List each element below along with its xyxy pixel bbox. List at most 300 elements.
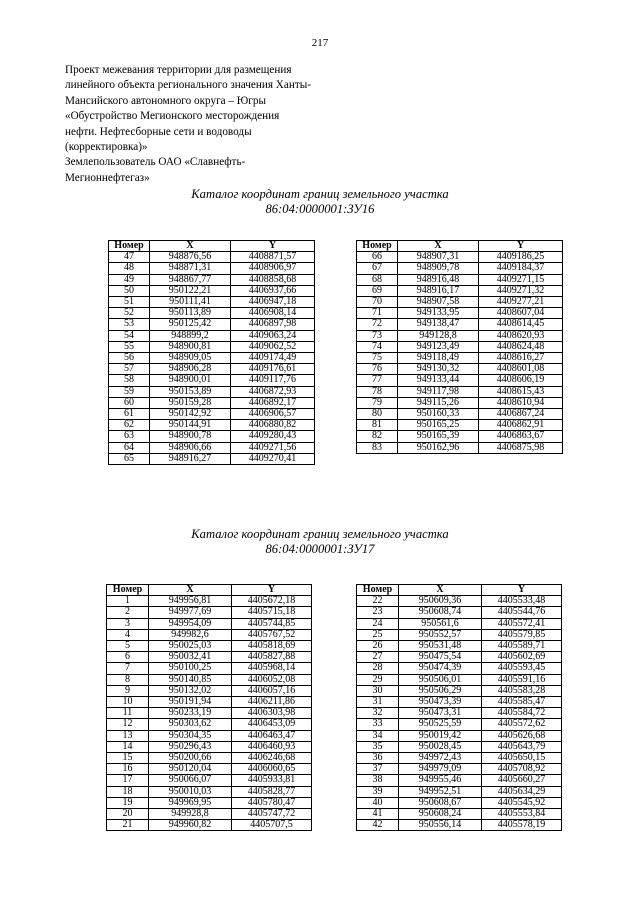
- y-coordinate-cell: 4408906,97: [231, 263, 315, 274]
- table-header-row: [107, 585, 312, 596]
- y-coordinate-cell: 4405579,85: [482, 629, 562, 640]
- x-coordinate-cell: 948900,81: [150, 341, 231, 352]
- x-coordinate-cell: 949982,6: [149, 629, 232, 640]
- table-row: [357, 820, 562, 831]
- y-coordinate-cell: 4406937,66: [231, 285, 315, 296]
- x-coordinate-cell: 950165,25: [398, 420, 479, 431]
- y-coordinate-cell: 4406906,57: [231, 409, 315, 420]
- point-number-cell: 68: [357, 274, 398, 285]
- point-number-cell: 48: [109, 263, 150, 274]
- table-row: [107, 708, 312, 719]
- table-row: [109, 353, 315, 364]
- x-coordinate-cell: 950531,48: [399, 641, 482, 652]
- table-row: [357, 353, 563, 364]
- x-coordinate-cell: 948907,31: [398, 252, 479, 263]
- x-coordinate-cell: 950140,85: [149, 674, 232, 685]
- table-row: [109, 263, 315, 274]
- x-coordinate-cell: 950122,21: [150, 285, 231, 296]
- project-line: Мансийского автономного округа – Югры: [65, 94, 267, 107]
- table-row: [107, 741, 312, 752]
- point-number-cell: 42: [357, 820, 399, 831]
- y-coordinate-cell: 4409280,43: [231, 431, 315, 442]
- point-number-cell: 51: [109, 297, 150, 308]
- point-number-cell: 24: [357, 618, 399, 629]
- x-coordinate-cell: 948906,66: [150, 442, 231, 453]
- point-number-cell: 60: [109, 397, 150, 408]
- table-row: [357, 708, 562, 719]
- table-row: [357, 442, 563, 453]
- table-row: [107, 719, 312, 730]
- point-number-cell: 76: [357, 364, 398, 375]
- y-coordinate-cell: 4405643,79: [482, 741, 562, 752]
- x-coordinate-cell: 950132,02: [149, 685, 232, 696]
- point-number-cell: 40: [357, 797, 399, 808]
- table-row: [109, 375, 315, 386]
- point-number-cell: 23: [357, 607, 399, 618]
- x-coordinate-cell: 950162,96: [398, 442, 479, 453]
- x-coordinate-cell: 950144,91: [150, 420, 231, 431]
- point-number-cell: 27: [357, 652, 399, 663]
- table-row: [357, 420, 563, 431]
- table-row: [357, 641, 562, 652]
- header-number: Номер: [357, 241, 398, 252]
- y-coordinate-cell: 4406303,98: [232, 708, 312, 719]
- point-number-cell: 11: [107, 708, 149, 719]
- x-coordinate-cell: 949118,49: [398, 353, 479, 364]
- x-coordinate-cell: 949960,82: [149, 820, 232, 831]
- table-row: [109, 409, 315, 420]
- y-coordinate-cell: 4405767,52: [232, 629, 312, 640]
- point-number-cell: 57: [109, 364, 150, 375]
- x-coordinate-cell: 949130,32: [398, 364, 479, 375]
- point-number-cell: 8: [107, 674, 149, 685]
- y-coordinate-cell: 4406947,18: [231, 297, 315, 308]
- y-coordinate-cell: 4409062,52: [231, 341, 315, 352]
- table-row: [357, 629, 562, 640]
- y-coordinate-cell: 4405634,29: [482, 786, 562, 797]
- project-line: линейного объекта регионального значения Ханты-: [65, 79, 311, 92]
- point-number-cell: 73: [357, 330, 398, 341]
- point-number-cell: 1: [107, 596, 149, 607]
- y-coordinate-cell: 4406875,98: [479, 442, 563, 453]
- project-line: (корректировка)»: [65, 141, 148, 154]
- y-coordinate-cell: 4405553,84: [482, 809, 562, 820]
- point-number-cell: 66: [357, 252, 398, 263]
- x-coordinate-cell: 949115,26: [398, 397, 479, 408]
- table-row: [357, 607, 562, 618]
- table-row: [107, 764, 312, 775]
- x-coordinate-cell: 950100,25: [149, 663, 232, 674]
- table-row: [107, 652, 312, 663]
- point-number-cell: 55: [109, 341, 150, 352]
- point-number-cell: 79: [357, 397, 398, 408]
- header-y: Y: [479, 241, 563, 252]
- table-row: [357, 431, 563, 442]
- table-row: [357, 764, 562, 775]
- header-x: X: [149, 585, 232, 596]
- point-number-cell: 15: [107, 753, 149, 764]
- table-row: [107, 797, 312, 808]
- table-row: [357, 319, 563, 330]
- y-coordinate-cell: 4408615,43: [479, 386, 563, 397]
- y-coordinate-cell: 4406872,93: [231, 386, 315, 397]
- table-row: [357, 775, 562, 786]
- point-number-cell: 49: [109, 274, 150, 285]
- y-coordinate-cell: 4405583,28: [482, 685, 562, 696]
- table-row: [357, 663, 562, 674]
- y-coordinate-cell: 4405572,62: [482, 719, 562, 730]
- x-coordinate-cell: 949138,47: [398, 319, 479, 330]
- y-coordinate-cell: 4408614,45: [479, 319, 563, 330]
- x-coordinate-cell: 950525,59: [399, 719, 482, 730]
- y-coordinate-cell: 4408616,27: [479, 353, 563, 364]
- x-coordinate-cell: 950159,28: [150, 397, 231, 408]
- y-coordinate-cell: 4409277,21: [479, 297, 563, 308]
- y-coordinate-cell: 4408624,48: [479, 341, 563, 352]
- table-row: [357, 685, 562, 696]
- y-coordinate-cell: 4405591,16: [482, 674, 562, 685]
- y-coordinate-cell: 4405572,41: [482, 618, 562, 629]
- x-coordinate-cell: 950556,14: [399, 820, 482, 831]
- table-row: [109, 252, 315, 263]
- y-coordinate-cell: 4408858,68: [231, 274, 315, 285]
- y-coordinate-cell: 4405933,81: [232, 775, 312, 786]
- y-coordinate-cell: 4409186,25: [479, 252, 563, 263]
- table-row: [357, 719, 562, 730]
- y-coordinate-cell: 4405780,47: [232, 797, 312, 808]
- y-coordinate-cell: 4405660,27: [482, 775, 562, 786]
- x-coordinate-cell: 948867,77: [150, 274, 231, 285]
- table-row: [357, 652, 562, 663]
- point-number-cell: 83: [357, 442, 398, 453]
- catalog1-heading: [0, 187, 640, 217]
- table-row: [357, 330, 563, 341]
- y-coordinate-cell: 4406463,47: [232, 730, 312, 741]
- x-coordinate-cell: 950506,01: [399, 674, 482, 685]
- table-row: [357, 786, 562, 797]
- y-coordinate-cell: 4408871,57: [231, 252, 315, 263]
- catalog1-right-table: [356, 240, 563, 454]
- header-x: X: [150, 241, 231, 252]
- y-coordinate-cell: 4406867,24: [479, 409, 563, 420]
- table-row: [357, 375, 563, 386]
- y-coordinate-cell: 4405818,69: [232, 641, 312, 652]
- header-y: Y: [232, 585, 312, 596]
- table-row: [109, 319, 315, 330]
- x-coordinate-cell: 950028,45: [399, 741, 482, 752]
- x-coordinate-cell: 949972,43: [399, 753, 482, 764]
- table-row: [107, 596, 312, 607]
- y-coordinate-cell: 4408601,08: [479, 364, 563, 375]
- table-row: [357, 741, 562, 752]
- table-row: [357, 364, 563, 375]
- x-coordinate-cell: 948916,48: [398, 274, 479, 285]
- point-number-cell: 21: [107, 820, 149, 831]
- y-coordinate-cell: 4409176,61: [231, 364, 315, 375]
- catalog2-left-table: [106, 584, 312, 831]
- y-coordinate-cell: 4409117,76: [231, 375, 315, 386]
- y-coordinate-cell: 4405708,92: [482, 764, 562, 775]
- x-coordinate-cell: 950233,19: [149, 708, 232, 719]
- y-coordinate-cell: 4405828,77: [232, 786, 312, 797]
- table-row: [107, 663, 312, 674]
- table-row: [109, 397, 315, 408]
- table-row: [357, 252, 563, 263]
- point-number-cell: 34: [357, 730, 399, 741]
- y-coordinate-cell: 4409271,56: [231, 442, 315, 453]
- point-number-cell: 26: [357, 641, 399, 652]
- x-coordinate-cell: 949133,44: [398, 375, 479, 386]
- table-row: [109, 453, 315, 464]
- point-number-cell: 78: [357, 386, 398, 397]
- point-number-cell: 58: [109, 375, 150, 386]
- point-number-cell: 19: [107, 797, 149, 808]
- table-row: [357, 263, 563, 274]
- point-number-cell: 65: [109, 453, 150, 464]
- y-coordinate-cell: 4405585,47: [482, 697, 562, 708]
- table-row: [107, 629, 312, 640]
- x-coordinate-cell: 950032,41: [149, 652, 232, 663]
- point-number-cell: 74: [357, 341, 398, 352]
- x-coordinate-cell: 948871,31: [150, 263, 231, 274]
- table-row: [109, 341, 315, 352]
- point-number-cell: 59: [109, 386, 150, 397]
- point-number-cell: 12: [107, 719, 149, 730]
- catalog2-parcel: 86:04:0000001:ЗУ17: [265, 542, 375, 556]
- point-number-cell: 75: [357, 353, 398, 364]
- y-coordinate-cell: 4406897,98: [231, 319, 315, 330]
- table-row: [357, 397, 563, 408]
- point-number-cell: 32: [357, 708, 399, 719]
- project-line: Мегионнефтегаз»: [65, 171, 150, 184]
- y-coordinate-cell: 4405602,69: [482, 652, 562, 663]
- point-number-cell: 35: [357, 741, 399, 752]
- catalog2-title: Каталог координат границ земельного участка: [191, 527, 449, 541]
- header-x: X: [399, 585, 482, 596]
- header-y: Y: [482, 585, 562, 596]
- x-coordinate-cell: 950304,35: [149, 730, 232, 741]
- y-coordinate-cell: 4405626,68: [482, 730, 562, 741]
- point-number-cell: 29: [357, 674, 399, 685]
- x-coordinate-cell: 950474,39: [399, 663, 482, 674]
- project-line: «Обустройство Мегионского месторождения: [65, 110, 280, 123]
- x-coordinate-cell: 950160,33: [398, 409, 479, 420]
- point-number-cell: 39: [357, 786, 399, 797]
- y-coordinate-cell: 4406908,14: [231, 308, 315, 319]
- x-coordinate-cell: 950608,67: [399, 797, 482, 808]
- project-line: Проект межевания территории для размещения: [65, 64, 292, 76]
- point-number-cell: 71: [357, 308, 398, 319]
- y-coordinate-cell: 4409174,49: [231, 353, 315, 364]
- x-coordinate-cell: 948899,2: [150, 330, 231, 341]
- point-number-cell: 16: [107, 764, 149, 775]
- table-header-row: [357, 585, 562, 596]
- x-coordinate-cell: 949123,49: [398, 341, 479, 352]
- table-row: [357, 386, 563, 397]
- point-number-cell: 20: [107, 809, 149, 820]
- x-coordinate-cell: 948909,78: [398, 263, 479, 274]
- table-row: [107, 753, 312, 764]
- x-coordinate-cell: 949117,98: [398, 386, 479, 397]
- table-row: [357, 596, 562, 607]
- point-number-cell: 81: [357, 420, 398, 431]
- x-coordinate-cell: 950125,42: [150, 319, 231, 330]
- point-number-cell: 62: [109, 420, 150, 431]
- table-row: [107, 820, 312, 831]
- point-number-cell: 22: [357, 596, 399, 607]
- y-coordinate-cell: 4408606,19: [479, 375, 563, 386]
- point-number-cell: 56: [109, 353, 150, 364]
- x-coordinate-cell: 950475,54: [399, 652, 482, 663]
- x-coordinate-cell: 950473,39: [399, 697, 482, 708]
- table-row: [357, 297, 563, 308]
- table-row: [109, 308, 315, 319]
- x-coordinate-cell: 950019,42: [399, 730, 482, 741]
- table-row: [357, 753, 562, 764]
- point-number-cell: 53: [109, 319, 150, 330]
- point-number-cell: 80: [357, 409, 398, 420]
- x-coordinate-cell: 950608,74: [399, 607, 482, 618]
- table-row: [357, 697, 562, 708]
- table-row: [357, 409, 563, 420]
- y-coordinate-cell: 4409271,32: [479, 285, 563, 296]
- x-coordinate-cell: 949977,69: [149, 607, 232, 618]
- y-coordinate-cell: 4405747,72: [232, 809, 312, 820]
- x-coordinate-cell: 948909,05: [150, 353, 231, 364]
- table-header-row: [357, 241, 563, 252]
- x-coordinate-cell: 950506,29: [399, 685, 482, 696]
- table-row: [109, 330, 315, 341]
- y-coordinate-cell: 4405578,19: [482, 820, 562, 831]
- table-row: [107, 809, 312, 820]
- y-coordinate-cell: 4406863,67: [479, 431, 563, 442]
- point-number-cell: 37: [357, 764, 399, 775]
- x-coordinate-cell: 949955,46: [399, 775, 482, 786]
- table-row: [357, 308, 563, 319]
- point-number-cell: 7: [107, 663, 149, 674]
- table-row: [357, 274, 563, 285]
- y-coordinate-cell: 4406892,17: [231, 397, 315, 408]
- y-coordinate-cell: 4406246,68: [232, 753, 312, 764]
- y-coordinate-cell: 4405544,76: [482, 607, 562, 618]
- catalog1-parcel: 86:04:0000001:ЗУ16: [265, 202, 375, 216]
- x-coordinate-cell: 949979,09: [399, 764, 482, 775]
- y-coordinate-cell: 4405593,45: [482, 663, 562, 674]
- point-number-cell: 28: [357, 663, 399, 674]
- table-row: [357, 809, 562, 820]
- x-coordinate-cell: 950165,39: [398, 431, 479, 442]
- point-number-cell: 54: [109, 330, 150, 341]
- catalog2-right-table: [356, 584, 562, 831]
- table-row: [107, 641, 312, 652]
- x-coordinate-cell: 949952,51: [399, 786, 482, 797]
- x-coordinate-cell: 950473,31: [399, 708, 482, 719]
- y-coordinate-cell: 4408620,93: [479, 330, 563, 341]
- y-coordinate-cell: 4405589,71: [482, 641, 562, 652]
- y-coordinate-cell: 4406862,91: [479, 420, 563, 431]
- x-coordinate-cell: 950191,94: [149, 697, 232, 708]
- table-row: [107, 697, 312, 708]
- table-row: [357, 285, 563, 296]
- table-row: [107, 674, 312, 685]
- y-coordinate-cell: 4406460,93: [232, 741, 312, 752]
- point-number-cell: 41: [357, 809, 399, 820]
- y-coordinate-cell: 4405968,14: [232, 663, 312, 674]
- x-coordinate-cell: 948906,28: [150, 364, 231, 375]
- header-x: X: [398, 241, 479, 252]
- header-number: Номер: [109, 241, 150, 252]
- x-coordinate-cell: 950120,04: [149, 764, 232, 775]
- y-coordinate-cell: 4409271,15: [479, 274, 563, 285]
- table-row: [107, 607, 312, 618]
- x-coordinate-cell: 949133,95: [398, 308, 479, 319]
- point-number-cell: 5: [107, 641, 149, 652]
- x-coordinate-cell: 950111,41: [150, 297, 231, 308]
- point-number-cell: 52: [109, 308, 150, 319]
- table-row: [109, 431, 315, 442]
- project-line: Землепользователь ОАО «Славнефть-: [65, 156, 246, 169]
- x-coordinate-cell: 948916,17: [398, 285, 479, 296]
- point-number-cell: 82: [357, 431, 398, 442]
- header-number: Номер: [107, 585, 149, 596]
- table-row: [107, 786, 312, 797]
- y-coordinate-cell: 4406060,65: [232, 764, 312, 775]
- header-number: Номер: [357, 585, 399, 596]
- point-number-cell: 38: [357, 775, 399, 786]
- point-number-cell: 47: [109, 252, 150, 263]
- x-coordinate-cell: 950552,57: [399, 629, 482, 640]
- table-header-row: [109, 241, 315, 252]
- table-row: [357, 618, 562, 629]
- table-row: [107, 685, 312, 696]
- catalog1-left-table: [108, 240, 315, 465]
- y-coordinate-cell: 4405744,85: [232, 618, 312, 629]
- table-row: [109, 442, 315, 453]
- y-coordinate-cell: 4405584,72: [482, 708, 562, 719]
- y-coordinate-cell: 4405715,18: [232, 607, 312, 618]
- x-coordinate-cell: 950113,89: [150, 308, 231, 319]
- y-coordinate-cell: 4408610,94: [479, 397, 563, 408]
- point-number-cell: 9: [107, 685, 149, 696]
- y-coordinate-cell: 4405650,15: [482, 753, 562, 764]
- x-coordinate-cell: 950561,6: [399, 618, 482, 629]
- table-row: [107, 775, 312, 786]
- x-coordinate-cell: 950609,36: [399, 596, 482, 607]
- project-line: нефти. Нефтесборные сети и водоводы: [65, 125, 252, 138]
- table-row: [107, 730, 312, 741]
- table-row: [357, 730, 562, 741]
- project-header: [65, 63, 325, 186]
- point-number-cell: 13: [107, 730, 149, 741]
- table-row: [107, 618, 312, 629]
- point-number-cell: 67: [357, 263, 398, 274]
- x-coordinate-cell: 948907,58: [398, 297, 479, 308]
- point-number-cell: 2: [107, 607, 149, 618]
- x-coordinate-cell: 949954,09: [149, 618, 232, 629]
- table-row: [109, 364, 315, 375]
- point-number-cell: 33: [357, 719, 399, 730]
- point-number-cell: 70: [357, 297, 398, 308]
- point-number-cell: 4: [107, 629, 149, 640]
- table-row: [109, 386, 315, 397]
- point-number-cell: 31: [357, 697, 399, 708]
- point-number-cell: 64: [109, 442, 150, 453]
- table-row: [109, 285, 315, 296]
- x-coordinate-cell: 949956,81: [149, 596, 232, 607]
- point-number-cell: 36: [357, 753, 399, 764]
- point-number-cell: 72: [357, 319, 398, 330]
- x-coordinate-cell: 949928,8: [149, 809, 232, 820]
